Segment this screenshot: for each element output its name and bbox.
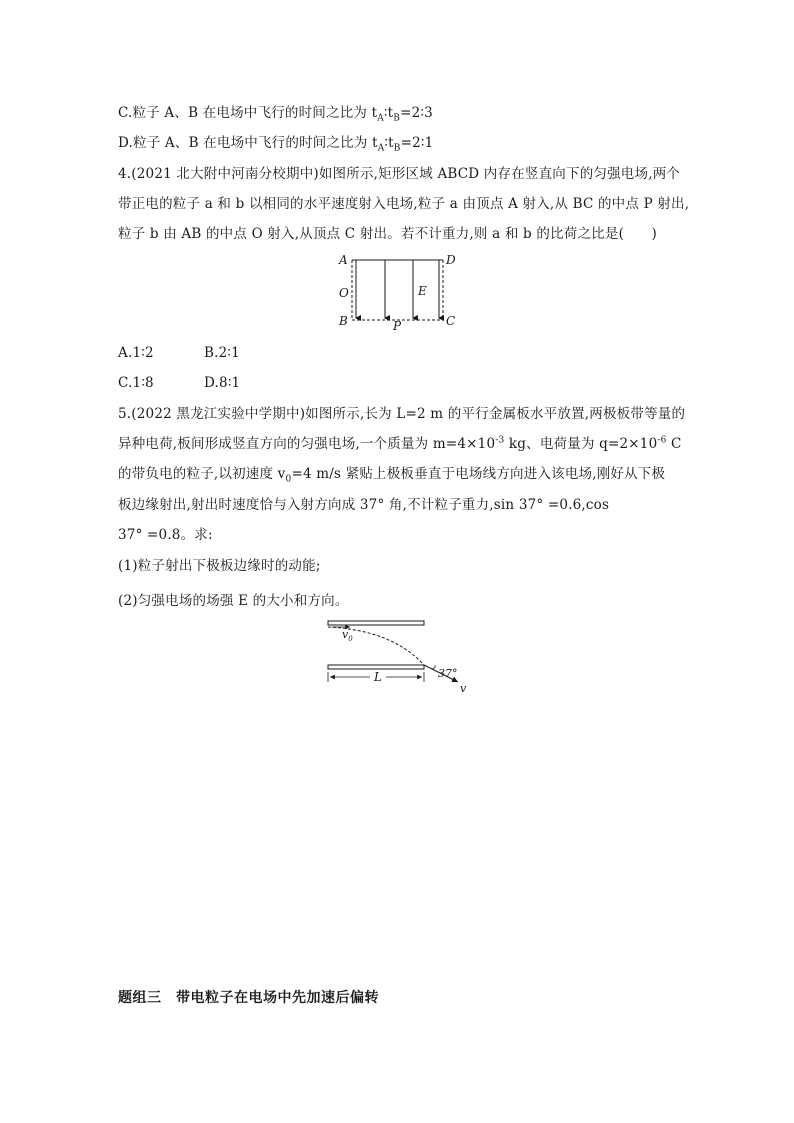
label-a: A bbox=[339, 253, 348, 267]
q4-figure-rectangle-field bbox=[330, 250, 465, 332]
label-d: D bbox=[446, 253, 456, 267]
q4-stem-line-3: 粒子 b 由 AB 的中点 O 射入,从顶点 C 射出。若不计重力,则 a 和 b 的比荷之比是( ) bbox=[118, 226, 657, 242]
q5-stem-line-2: 异种电荷,板间形成竖直方向的匀强电场,一个质量为 $m=4\times 10^{-3}$ kg、电荷量为 $q=2\times 10^{-6}$ C bbox=[118, 435, 682, 452]
q4-stem-line-2: 带正电的粒子 a 和 b 以相同的水平速度射入电场,粒子 a 由顶点 A 射入,从 BC 的中点 P 射出, bbox=[118, 196, 690, 212]
q5-subquestion-1: (1)粒子射出下极板边缘时的动能; bbox=[118, 558, 321, 574]
label-angle-37: 37° bbox=[438, 667, 458, 680]
q4-option-d: D.8∶1 bbox=[204, 375, 241, 391]
q4-option-c: C.1∶8 bbox=[118, 375, 154, 391]
q5-subquestion-2: (2)匀强电场的场强 E 的大小和方向。 bbox=[118, 593, 349, 609]
q5-stem-line-5: 37° =0.8。求: bbox=[118, 527, 213, 543]
label-e: E bbox=[418, 284, 427, 298]
q4-options-row-2 bbox=[118, 373, 240, 393]
label-v: v bbox=[460, 682, 467, 695]
q4-options-row-1 bbox=[118, 343, 240, 363]
q4-option-a: A.1∶2 bbox=[118, 345, 154, 361]
label-o: O bbox=[339, 286, 349, 300]
label-p: P bbox=[393, 319, 402, 332]
q5-stem-line-4: 板边缘射出,射出时速度恰与入射方向成 37° 角,不计粒子重力,sin 37° =0.6,cos bbox=[118, 497, 610, 513]
q5-stem-line-3: 的带负电的粒子,以初速度 $v_0=4$ m/s 紧贴上极板垂直于电场线方向进入该电场,刚好从下极 bbox=[118, 466, 666, 485]
q3-option-c: C.粒子 A、B 在电场中飞行的时间之比为 $t_A∶t_B=2∶3$ bbox=[118, 105, 433, 124]
q4-option-b: B.2∶1 bbox=[204, 345, 240, 361]
label-v0: $v_0$ bbox=[342, 628, 353, 643]
q5-stem-line-1: 5.(2022 黑龙江实验中学期中)如图所示,长为 L=2 m 的平行金属板水平放置,两极板带等量的 bbox=[118, 406, 686, 422]
q4-stem-line-1: 4.(2021 北大附中河南分校期中)如图所示,矩形区域 ABCD 内存在竖直向下的匀强电场,两个 bbox=[118, 166, 681, 182]
label-c: C bbox=[446, 314, 456, 328]
section-heading: 题组三 带电粒子在电场中先加速后偏转 bbox=[118, 990, 379, 1006]
label-length-l: L bbox=[374, 670, 382, 684]
q5-figure-parallel-plates bbox=[322, 616, 482, 698]
q3-option-d: D.粒子 A、B 在电场中飞行的时间之比为 $t_A∶t_B=2∶1$ bbox=[118, 135, 434, 154]
label-b: B bbox=[339, 314, 348, 328]
